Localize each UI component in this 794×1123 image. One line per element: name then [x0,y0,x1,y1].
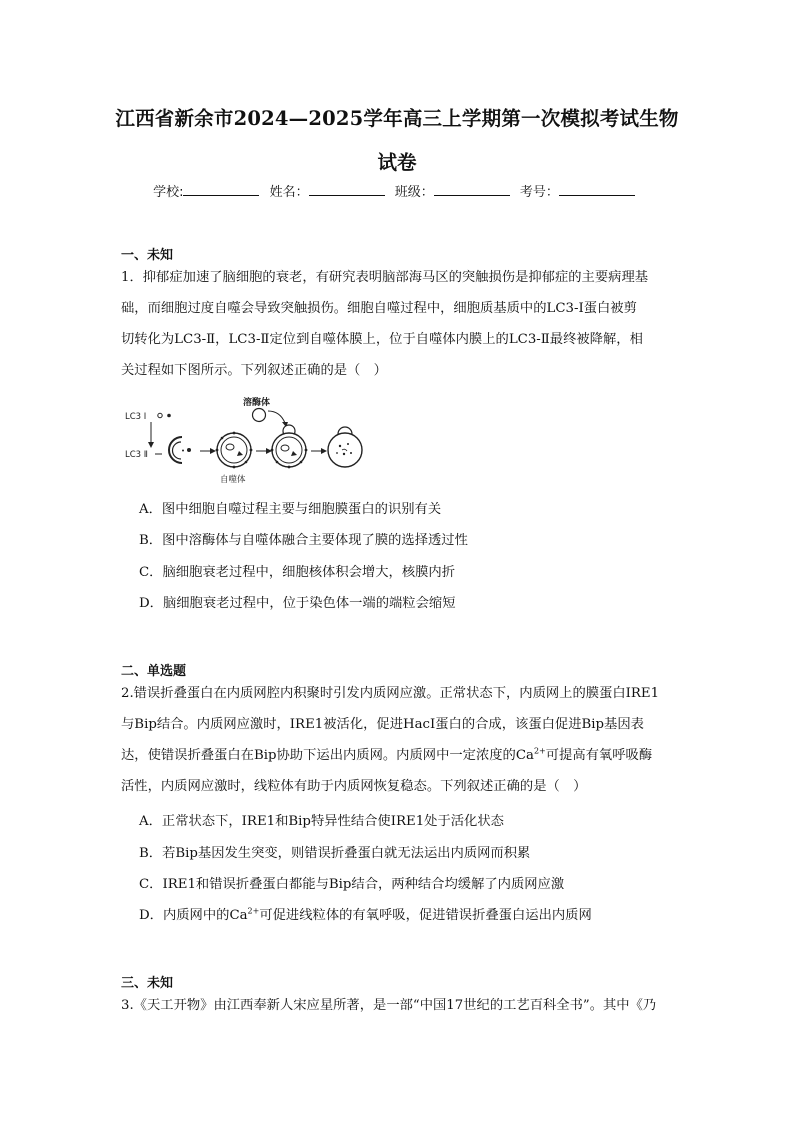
q2-line-2: 与Bip结合。内质网应激时，IRE1被活化，促进HacI蛋白的合成，该蛋白促进Bip基因表 [121,717,644,732]
lc3-2-dot [245,461,248,464]
exam-title: 江西省新余市2024—2025学年高三上学期第一次模拟考试生物 [115,107,679,130]
step-arrowhead-3 [321,448,327,454]
lc3-2-dot [300,461,303,464]
lc3-1-particle [158,413,162,417]
q1-option-c[interactable]: C．脑细胞衰老过程中，细胞核体积会增大，核膜内折 [139,565,456,580]
figure-label-autophagosome: 自噬体 [220,475,246,485]
q2-line-1: 2.错误折叠蛋白在内质网腔内积聚时引发内质网应激。正常状态下，内质网上的膜蛋白IRE1 [121,686,660,701]
digested-fragment [350,452,352,454]
digested-fragment [347,443,349,445]
cargo-particle [182,450,184,452]
lc3-2-dot [276,461,279,464]
cargo-particle [187,448,191,452]
q1-option-a[interactable]: A．图中细胞自噬过程主要与细胞膜蛋白的识别有关 [139,502,442,517]
lc3-2-dot [305,449,308,452]
q2-option-d[interactable]: D．内质网中的$Ca^{2+}$可促进线粒体的有氧呼吸，促进错误折叠蛋白运出内质网 [139,906,592,923]
class-label: 班级： [394,185,434,200]
autophagy-figure [122,393,382,489]
q2-option-b[interactable]: B．若Bip基因发生突变，则错误折叠蛋白就无法运出内质网而积累 [139,846,531,861]
q2-line-3: 达，使错误折叠蛋白在Bip协助下运出内质网。内质网中一定浓度的$Ca^{2+}$可提高有氧呼吸酶 [121,746,653,763]
question-3-stem [121,990,677,1021]
q2-option-a[interactable]: A．正常状态下，IRE1和Bip特异性结合使IRE1处于活化状态 [139,814,504,829]
figure-label-lc3-2: LC3 Ⅱ [125,450,148,460]
section-heading-2: 二、单选题 [121,664,187,679]
q1-line-1: 1．抑郁症加速了脑细胞的衰老，有研究表明脑部海马区的突触损伤是抑郁症的主要病理基 [121,270,649,285]
number-label: 考号： [519,185,559,200]
lc3-2-dot [233,432,236,435]
section-heading-3: 三、未知 [121,976,174,991]
lc3-2-dot [221,437,224,440]
figure-label-lc3-1: LC3 Ⅰ [125,412,147,422]
class-blank[interactable] [434,183,510,196]
digested-fragment [336,452,338,454]
digested-fragment [339,445,341,447]
q1-option-b[interactable]: B．图中溶酶体与自噬体融合主要体现了膜的选择透过性 [139,533,468,548]
q1-line-3: 切转化为LC3-Ⅱ，LC3-Ⅱ定位到自噬体膜上，位于自噬体内膜上的LC3-Ⅱ最终被降解，相 [121,332,643,347]
number-blank[interactable] [559,183,635,196]
lysosome [253,409,266,422]
step-arrowhead-1 [210,448,216,454]
q3-line-1: 3.《天工开物》由江西奉新人宋应星所著，是一部“中国17世纪的工艺百科全书”。其中《乃 [121,998,657,1013]
q1-line-2: 础，而细胞过度自噬会导致突触损伤。细胞自噬过程中，细胞质基质中的LC3-Ⅰ蛋白被剪 [121,301,637,316]
section-heading-1: 一、未知 [121,248,174,263]
question-1-stem [121,262,677,386]
q1-line-4: 关过程如下图所示。下列叙述正确的是（ ） [121,363,387,378]
school-blank[interactable] [183,183,259,196]
lc3-2-dot [250,449,253,452]
lc3-2-dot [216,449,219,452]
exam-title-continued: 试卷 [377,151,417,174]
phagophore-inner [173,442,182,459]
lysosome-arrow [268,411,285,423]
q1-option-d[interactable]: D．脑细胞衰老过程中，位于染色体一端的端粒会缩短 [139,596,456,611]
name-blank[interactable] [309,183,385,196]
question-2-stem [121,678,677,802]
digested-fragment [343,453,345,455]
conversion-arrowhead [148,442,154,448]
name-label: 姓名： [269,185,309,200]
autolysosome [328,433,362,467]
q2-line-4: 活性，内质网应激时，线粒体有助于内质网恢复稳态。下列叙述正确的是（ ） [121,779,587,794]
lc3-2-dot [271,449,274,452]
school-label: 学校: [153,185,184,200]
lc3-1-particle [167,414,171,418]
q2-option-c[interactable]: C．IRE1和错误折叠蛋白都能与Bip结合，两种结合均缓解了内质网应激 [139,877,565,892]
lc3-2-dot [233,466,236,469]
student-info-line [0,181,794,200]
lc3-2-dot [288,466,291,469]
figure-label-lysosome: 溶酶体 [243,398,271,408]
